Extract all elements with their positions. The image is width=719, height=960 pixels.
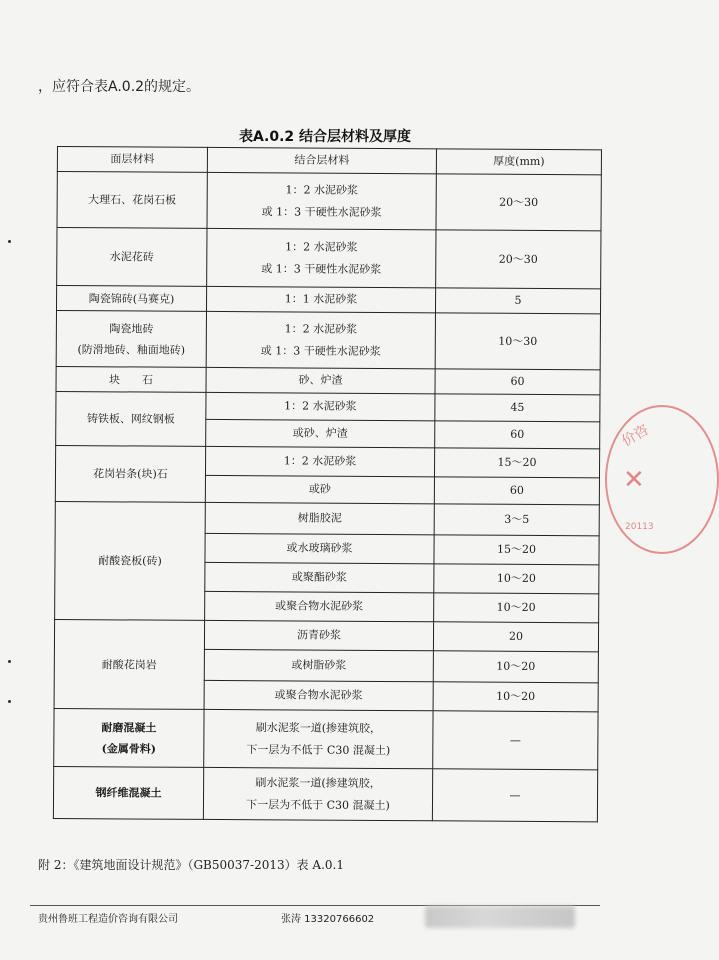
bonding-material-cell (205, 591, 434, 621)
thickness-cell: 10～20 (433, 682, 598, 712)
thickness-cell: — (433, 711, 598, 770)
bonding-material-cell (206, 286, 435, 312)
thickness-cell: 60 (434, 477, 599, 505)
bonding-material-cell (204, 649, 433, 681)
thickness-cell: 15～20 (434, 448, 599, 478)
thickness-cell: 15～20 (434, 535, 599, 565)
bonding-material-line: 1：1 水泥砂浆 (284, 292, 358, 306)
redacted-region (425, 906, 575, 928)
bonding-material-line: 或聚酯砂浆 (291, 570, 347, 584)
surface-material-cell (54, 619, 205, 709)
source-note: 附 2：《建筑地面设计规范》（GB50037-2013）表 A.0.1 (38, 858, 345, 872)
bonding-material-line: 1：2 水泥砂浆 (285, 182, 359, 197)
surface-material-line: 耐酸瓷板(砖) (98, 554, 162, 568)
thickness-cell: 20～30 (436, 230, 601, 289)
bonding-material-cell (205, 533, 434, 563)
surface-material-cell (54, 708, 204, 767)
thickness-cell: 45 (435, 394, 600, 422)
surface-material-cell (56, 366, 206, 392)
thickness-cell: 20 (433, 622, 598, 652)
bonding-material-cell (206, 311, 435, 368)
bonding-material-line: 刷水泥浆一道(掺建筑胶， (255, 775, 381, 790)
thickness-cell: 10～20 (433, 651, 598, 683)
bonding-material-line: 或砂、炉渣 (292, 426, 348, 440)
surface-material-line: 陶瓷地砖 (109, 321, 154, 336)
thickness-cell: 20～30 (436, 174, 601, 231)
surface-material-line: 水泥花砖 (109, 250, 154, 264)
bonding-material-line: 刷水泥浆一道(掺建筑胶， (255, 720, 382, 735)
company-seal (605, 405, 719, 554)
thickness-cell: 60 (435, 369, 600, 395)
table-row (55, 501, 599, 535)
surface-material-cell (55, 445, 205, 502)
surface-material-line: 块 石 (109, 372, 154, 387)
thickness-cell: 10～20 (434, 564, 599, 594)
surface-material-line: 耐磨混凝土 (101, 720, 157, 735)
bonding-material-line: 或水玻璃砂浆 (286, 541, 353, 555)
surface-material-cell (57, 172, 207, 229)
surface-material-cell (56, 311, 206, 368)
bonding-material-cell (207, 228, 436, 287)
surface-material-line: 钢纤维混凝土 (95, 786, 162, 800)
seal-number: 20113 (625, 522, 654, 532)
table-row (54, 619, 598, 651)
intro-text: ，应符合表A.0.2的规定。 (38, 79, 201, 95)
surface-material-line: 陶瓷锦砖(马赛克) (88, 291, 175, 306)
bonding-material-line: 或 1：3 干硬性水泥砂浆 (261, 261, 382, 276)
surface-material-line: (金属骨料) (101, 741, 157, 756)
surface-material-cell (56, 391, 206, 446)
bonding-material-cell (203, 767, 432, 820)
bonding-material-line: 下一层为不低于 C30 混凝土) (246, 797, 390, 812)
header-thickness: 厚度(mm) (436, 149, 601, 175)
thickness-cell: 10～20 (434, 593, 599, 623)
bonding-material-line: 1：2 水泥砂浆 (283, 454, 357, 468)
thickness-cell: 5 (435, 288, 600, 314)
surface-material-cell (55, 501, 206, 620)
bonding-material-cell (205, 502, 434, 534)
bonding-layer-table (53, 146, 602, 822)
footer-company: 贵州鲁班工程造价咨询有限公司 (38, 914, 178, 925)
header-bonding-material: 结合层材料 (207, 147, 436, 173)
bonding-material-line: 1：2 水泥砂浆 (284, 399, 357, 413)
footer-contact: 张涛 13320766602 (281, 914, 375, 925)
surface-material-cell (57, 228, 207, 287)
bonding-material-cell (206, 392, 435, 420)
bonding-material-line: 1：2 水泥砂浆 (285, 239, 358, 254)
thickness-cell: 3～5 (434, 504, 599, 536)
table-row (54, 708, 598, 769)
table-row (56, 286, 600, 314)
surface-material-line: 耐酸花岗岩 (101, 657, 157, 672)
surface-material-line: 铸铁板、网纹钢板 (86, 412, 175, 426)
margin-dot (8, 660, 11, 663)
bonding-material-cell (204, 680, 433, 710)
bonding-material-line: 或 1：3 干硬性水泥砂浆 (261, 204, 382, 219)
surface-material-line: (防滑地砖、釉面地砖) (77, 342, 186, 357)
table-row (55, 445, 599, 477)
surface-material-line: 大理石、花岗石板 (88, 193, 177, 207)
table-row (56, 391, 600, 421)
bonding-material-cell (207, 172, 436, 229)
bonding-material-cell (206, 419, 435, 447)
table-title: 表A.0.2 结合层材料及厚度 (238, 129, 412, 145)
bonding-material-line: 树脂胶泥 (297, 511, 342, 525)
table-row (56, 311, 600, 370)
table-row (53, 766, 597, 821)
bonding-material-line: 1：2 水泥砂浆 (284, 321, 358, 336)
table-row (57, 228, 601, 289)
header-surface-material: 面层材料 (57, 147, 207, 173)
surface-material-cell (53, 766, 203, 819)
bonding-material-line: 或聚合物水泥砂浆 (275, 599, 364, 613)
bonding-material-cell (205, 446, 434, 476)
bonding-material-line: 或聚合物水泥砂浆 (274, 688, 363, 702)
thickness-cell: — (432, 769, 597, 822)
bonding-material-cell (204, 620, 433, 650)
bonding-material-line: 沥青砂浆 (296, 628, 342, 642)
table-row (57, 172, 601, 231)
table-header-row (57, 147, 601, 175)
bonding-material-cell (204, 709, 433, 768)
bonding-material-line: 下一层为不低于 C30 混凝土) (246, 742, 391, 757)
seal-mark: ✕ (623, 465, 645, 495)
bonding-material-cell (205, 475, 434, 503)
bonding-material-line: 或 1：3 干硬性水泥砂浆 (260, 343, 381, 358)
bonding-material-line: 或砂 (308, 482, 331, 496)
thickness-cell: 60 (435, 421, 600, 449)
bonding-material-line: 砂、炉渣 (298, 373, 343, 387)
surface-material-cell (56, 286, 206, 312)
table-row (56, 366, 600, 394)
margin-dot (8, 240, 11, 243)
bonding-material-cell (206, 367, 435, 393)
seal-text: 价咨 (619, 421, 652, 450)
surface-material-line: 花岗岩条(块)石 (93, 467, 168, 481)
bonding-material-line: 或树脂砂浆 (291, 658, 347, 672)
margin-dot (8, 700, 11, 703)
thickness-cell: 10～30 (435, 313, 600, 370)
bonding-material-cell (205, 562, 434, 592)
